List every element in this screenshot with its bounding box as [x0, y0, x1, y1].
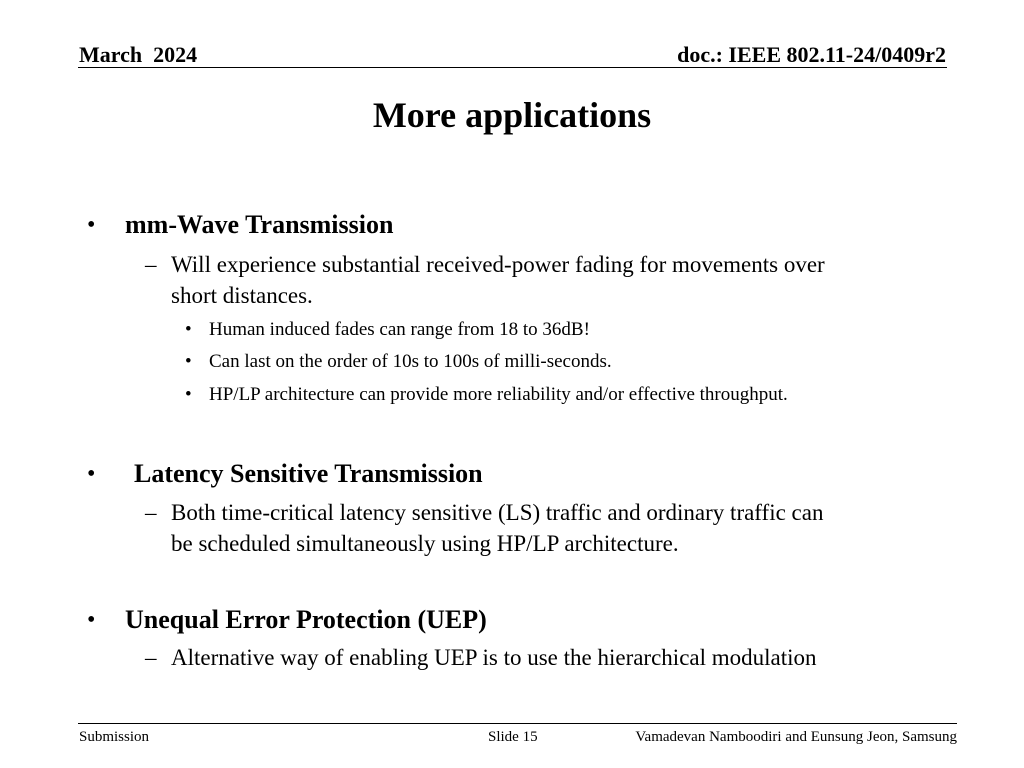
header-divider	[78, 67, 947, 68]
bullet-marker: •	[87, 212, 96, 238]
bullet-marker: •	[87, 461, 96, 487]
sub-bullet-text-cont: be scheduled simultaneously using HP/LP architecture.	[171, 531, 679, 556]
bullet-heading-uep: Unequal Error Protection (UEP)	[125, 605, 487, 634]
sub-bullet-text: Alternative way of enabling UEP is to use the hierarchical modulation	[171, 645, 817, 670]
sub-bullet-marker: –	[145, 500, 157, 525]
sub-bullet-text-cont: short distances.	[171, 283, 313, 308]
subsub-bullet-marker: •	[185, 319, 192, 340]
slide-title: More applications	[372, 95, 652, 135]
subsub-bullet-text: Human induced fades can range from 18 to 36dB!	[209, 319, 590, 340]
subsub-bullet-marker: •	[185, 351, 192, 372]
sub-bullet-marker: –	[145, 252, 157, 277]
header-date: March 2024	[79, 42, 198, 67]
sub-bullet-text: Both time-critical latency sensitive (LS) traffic and ordinary traffic can	[171, 500, 824, 525]
bullet-marker: •	[87, 607, 96, 633]
sub-bullet-text: Will experience substantial received-power fading for movements over	[171, 252, 825, 277]
header-doc-id: doc.: IEEE 802.11-24/0409r2	[677, 42, 946, 67]
footer-divider	[78, 723, 957, 724]
footer-authors: Vamadevan Namboodiri and Eunsung Jeon, Samsung	[635, 729, 957, 745]
subsub-bullet-text: Can last on the order of 10s to 100s of milli-seconds.	[209, 351, 612, 372]
bullet-heading-mmwave: mm-Wave Transmission	[125, 210, 394, 239]
footer-slide-number: Slide 15	[488, 729, 538, 745]
subsub-bullet-text: HP/LP architecture can provide more reliability and/or effective throughput.	[209, 384, 788, 405]
subsub-bullet-marker: •	[185, 384, 192, 405]
footer-submission: Submission	[79, 729, 150, 745]
sub-bullet-marker: –	[145, 645, 157, 670]
bullet-heading-latency: Latency Sensitive Transmission	[134, 459, 483, 488]
